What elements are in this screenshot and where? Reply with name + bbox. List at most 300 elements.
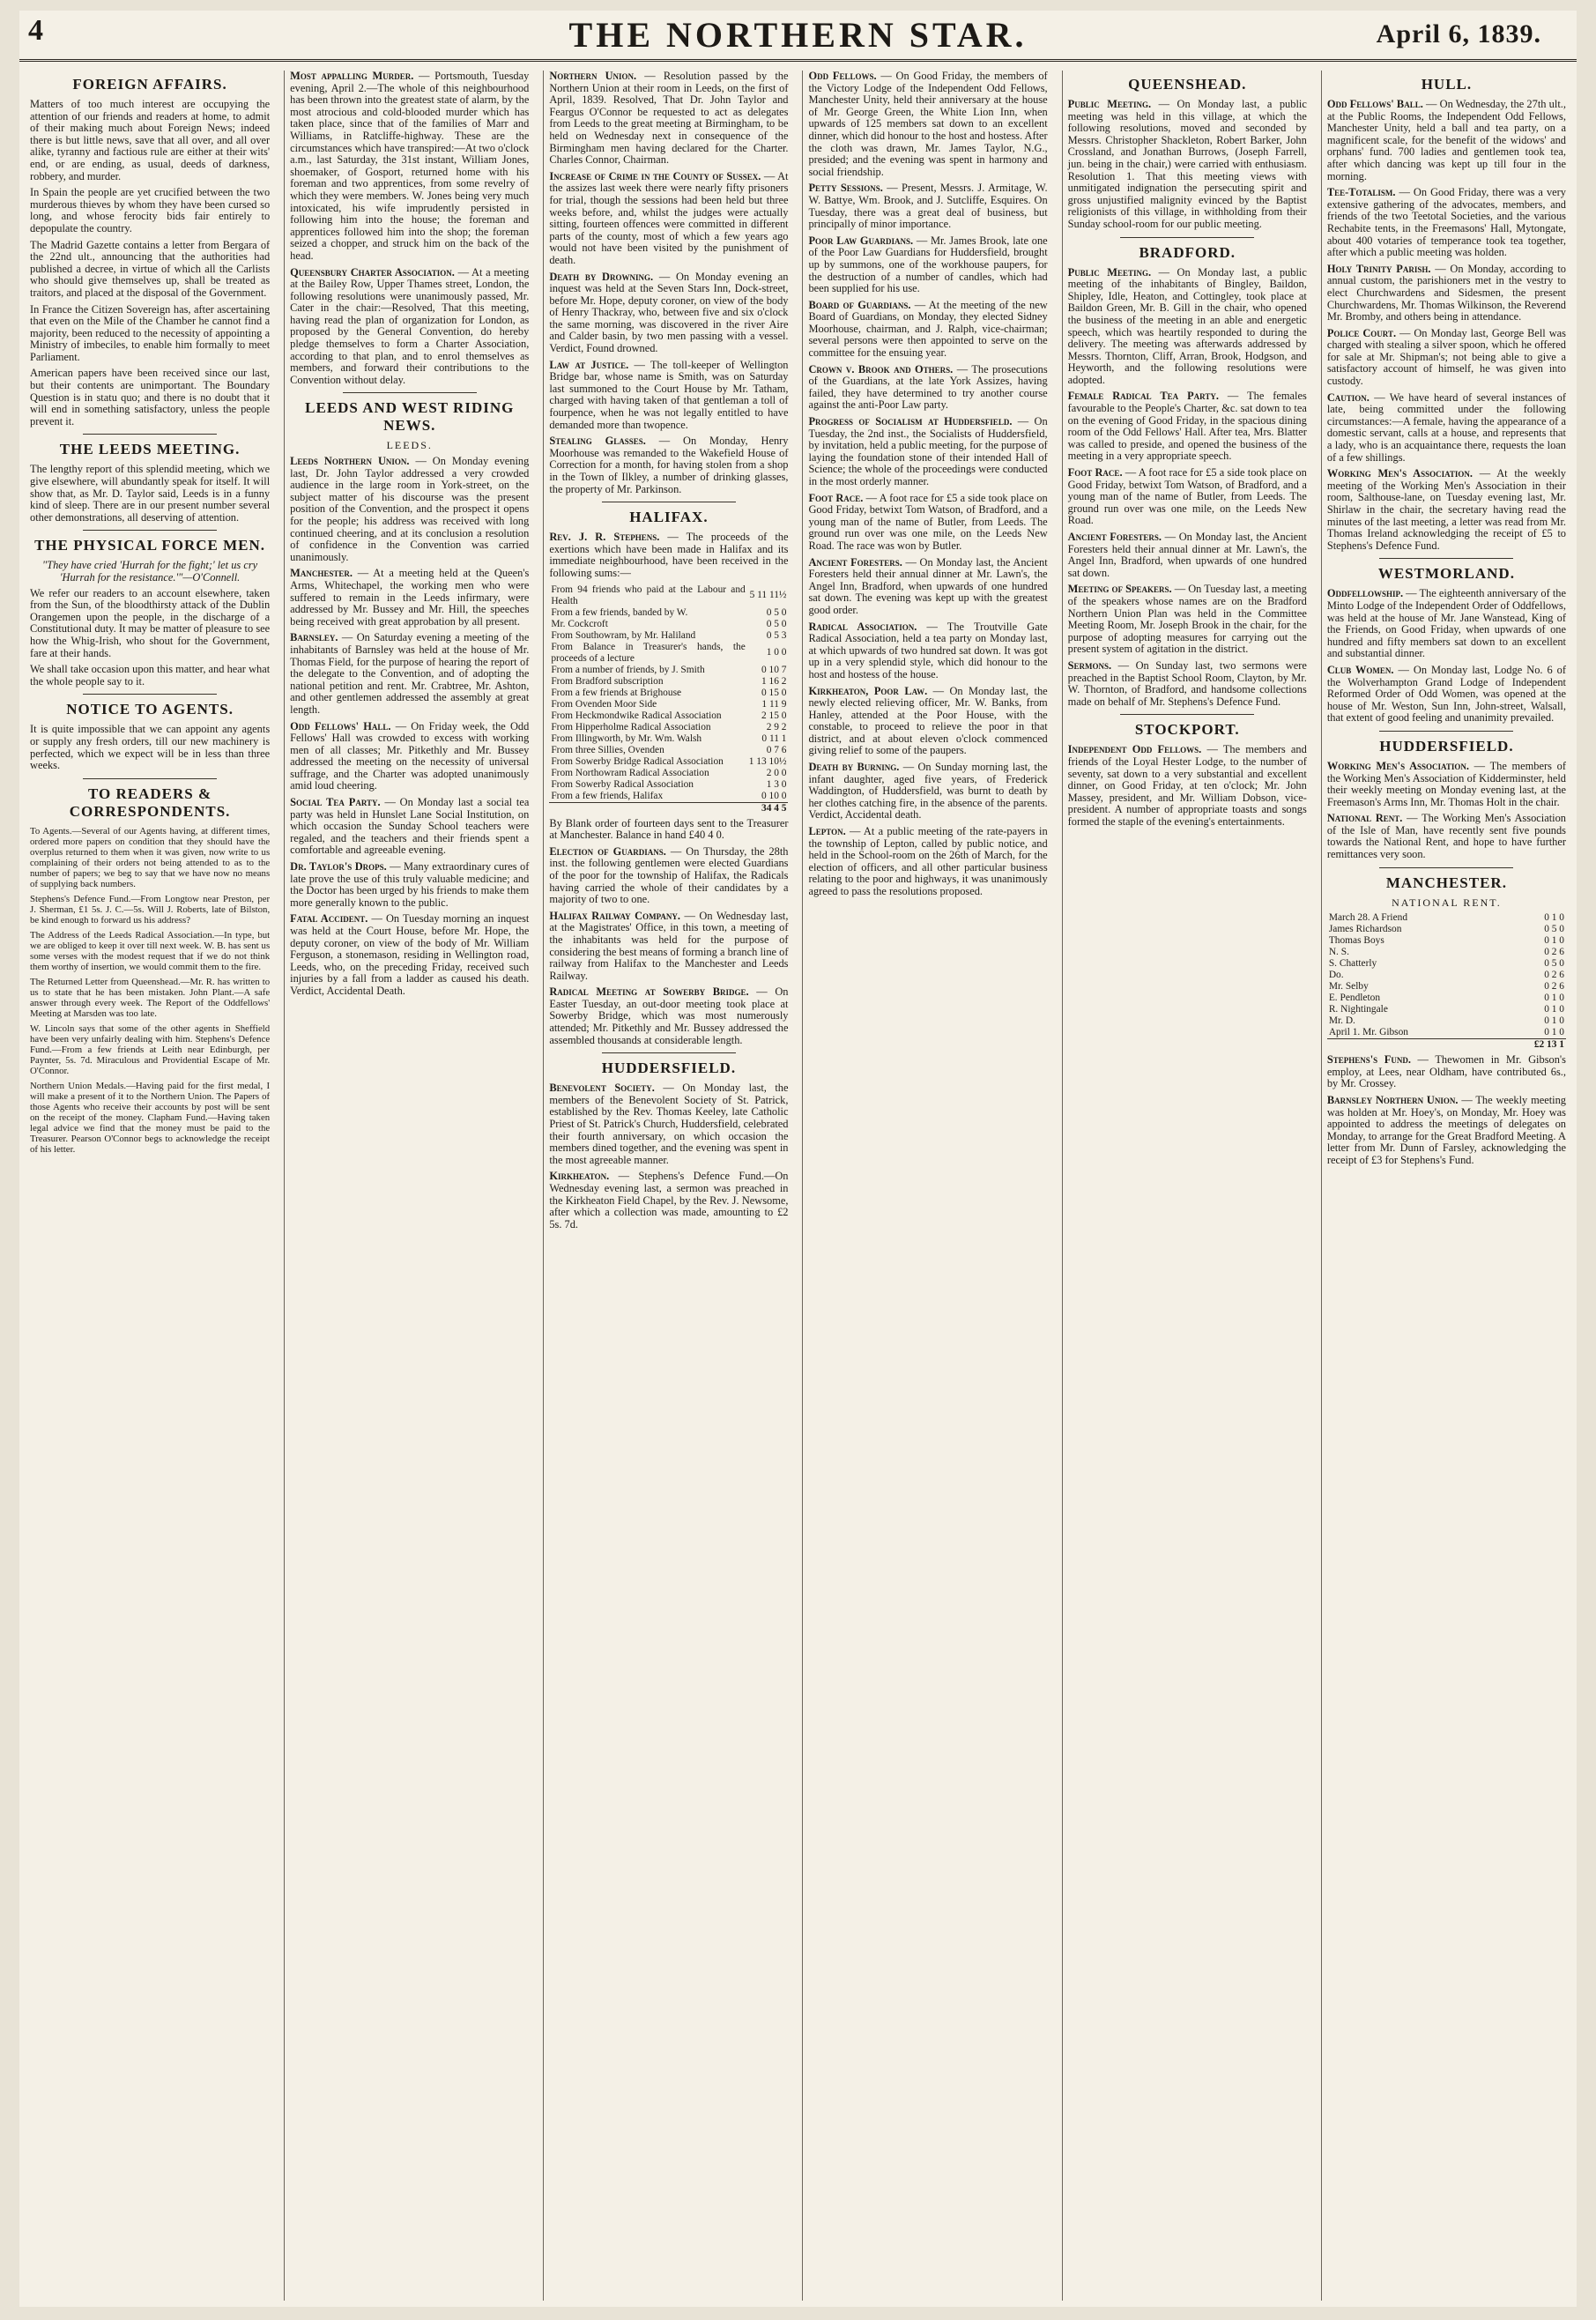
article-paragraph: Radical Association. — The Troutville Gate Radical Association, held a tea party on Monday last, at which upwards of two hundred sat down. It was got up in a very splendid style, which did honour to the host and hostess of the house. <box>808 620 1048 680</box>
article-text: At a meeting at the Bailey Row, Upper Thames street, London, the following resolutions were unanimously passed, Mr. Cater in the chair:—Resolved, That this meeting, having read the plan of organization for London, as proposed by the General Convention, do hereby pledge themselves to form a Charter Association, according to that plan, and to enrol themselves as members, and forward their contributions to the Convention without delay. <box>290 265 530 386</box>
subscription-amount: 0 11 1 <box>761 732 787 744</box>
article-lead: Death by Burning. <box>808 761 900 774</box>
article-paragraph: Ancient Foresters. — On Monday last, the Ancient Foresters held their annual dinner at Mr. Lawn's, the Angel Inn, Bradford, when upwards of one hundred sat down. <box>1067 531 1307 579</box>
column-1 <box>25 71 275 2301</box>
article-lead: Radical Meeting at Sowerby Bridge. <box>549 985 749 999</box>
article-text: Present, Messrs. J. Armitage, W. W. Battye, Wm. Brook, and J. Sutcliffe, Esquires. On Tuesday, there was a great deal of business, but principally of minor importance. <box>808 182 1048 231</box>
section-heading: THE PHYSICAL FORCE MEN. <box>34 537 266 554</box>
article-lead: Social Tea Party. <box>290 796 381 809</box>
article-paragraph: Oddfellowship. — The eighteenth anniversary of the Minto Lodge of the Independent Order of Oddfellows, was held at the house of Mr. Jane Wanstead, King of the Friends, on Good Friday, when upwards of one hundred and fifty members sat down to an excellent and substantial dinner. <box>1326 587 1566 660</box>
article-text: On Good Friday, the members of the Victory Lodge of the Independent Odd Fellows, Manchester Unity, held their anniversary at the house of Mr. George Green, the White Lion Inn, when upwards of 125 members sat down to an excellent dinner, which did honour to the host and hostess. After the cloth was drawn, Mr. James Taylor, N.G., presided; and the evening was spent in harmony and social friendship. <box>808 71 1048 178</box>
article-text: On Sunday morning last, the infant daughter, aged five years, of Frederick Waddington, of Huddersfield, was burnt to death by her clothes catching fire, in the absence of the parents. Verdict, Accidental death. <box>808 761 1048 822</box>
epigraph: "They have cried 'Hurrah for the fight;' let us cry 'Hurrah for the resistance.'"—O'Connell. <box>41 559 258 584</box>
article-text: By Blank order of fourteen days sent to the Treasurer at Manchester. Balance in hand £40 4 0. <box>549 816 789 842</box>
article-paragraph: Meeting of Speakers. — On Tuesday last, a meeting of the speakers whose names are on the Bradford Northern Union Plan was held in the Committee Meeting Room, Mr. Joseph Brook in the chair, for the purpose of adopting measures for carrying out the present system of agitation in the district. <box>1067 583 1307 656</box>
subscription-row <box>1327 1004 1566 1015</box>
article-text: On Monday, according to annual custom, the parishioners met in the vestry to elect Churchwardens and Sidesmen, the present Churchwardens, Mr. Thomas Wilkinson, the Reverend Mr. Bromby, and others being in attendance. <box>1326 262 1566 323</box>
article-text: On Monday, Henry Moorhouse was remanded to the Wakefield House of Correction for a month, for having stolen from a shop in the Town of Ilkley, a number of drinking glasses, the property of Mr. Parkinson. <box>549 435 789 495</box>
article-text: On Tuesday morning an inquest was held at the Court House, before Mr. Hope, the deputy coroner, on view of the body of Mr. William Ferguson, a stonemason, residing in Wellington road, Leeds, who, on the preceding Friday, received such injuries by a fall from a ladder as caused his death. Verdict, Accidental Death. <box>290 912 530 997</box>
article-paragraph: Odd Fellows' Hall. — On Friday week, the Odd Fellows' Hall was crowded to excess with working men of all classes; Mr. Pitkethly and Mr. Bussey addressed the meeting on the necessity of universal suffrage, and the Charter was adopted unanimously amid loud cheering. <box>290 719 530 792</box>
subscription-donor: From Northowram Radical Association <box>551 767 709 778</box>
subscription-amount: 2 15 0 <box>761 710 787 721</box>
article-lead: Halifax Railway Company. <box>549 909 680 922</box>
article-paragraph: Kirkheaton. — Stephens's Defence Fund.—On Wednesday evening last, a sermon was preached in the Kirkheaton Field Chapel, by the Rev. J. Newsome, after which a collection was made, amounting to £2 5s. 7d. <box>549 1170 789 1231</box>
subscription-row <box>549 642 788 665</box>
subscription-amount: 1 3 0 <box>766 778 787 790</box>
subscription-row <box>1327 970 1566 981</box>
article-paragraph: Police Court. — On Monday last, George Bell was charged with stealing a silver spoon, which he offered for sale at Mr. Shipman's; not being able to give a satisfactory account of himself, he was given into custody. <box>1326 326 1566 388</box>
article-lead: Board of Guardians. <box>808 298 911 311</box>
section-heading: MANCHESTER. <box>1385 874 1507 891</box>
subscription-row <box>1327 958 1566 970</box>
subscription-amount: 0 2 6 <box>1544 981 1564 993</box>
section-divider <box>602 1052 736 1053</box>
subscription-donor: James Richardson <box>1328 924 1402 935</box>
article-lead: Kirkheaton, Poor Law. <box>808 684 928 697</box>
article-text: On Sunday last, two sermons were preached in the Baptist School Room, Clayton, by Mr. W. Thornton, of Bradford, and handsome collections made on behalf of Mr. Stephens's Defence Fund. <box>1067 658 1307 708</box>
article-paragraph: Benevolent Society. — On Monday last, the members of the Benevolent Society of St. Patrick, established by the Rev. Thomas Keeley, late Catholic Priest of St. Patrick's Church, Huddersfield, celebrated their fourth anniversary, on which occasion the members dined together, and the evening was spent in the most agreeable manner. <box>549 1082 789 1166</box>
section-heading: LEEDS AND WEST RIDING NEWS. <box>305 399 515 435</box>
column-3 <box>543 71 793 2301</box>
section-divider <box>83 434 217 435</box>
section-heading: TO READERS & CORRESPONDENTS. <box>69 784 231 820</box>
subscription-donor: From Hipperholme Radical Association <box>551 721 711 732</box>
subscription-row <box>1327 924 1566 935</box>
section-divider <box>343 392 477 393</box>
subscription-amount: 5 11 11½ <box>749 590 787 601</box>
article-text: The females favourable to the People's Charter, &c. sat down to tea on the evening of Good Friday, in the spacious dining room of the Odd Fellows' Hall. After tea, Mrs. Blatter was called to preside, and opened the business of the meeting in a very appropriate speech. <box>1067 390 1307 463</box>
article-text: On Monday last, a public meeting of the inhabitants of Bingley, Baildon, Shipley, Idle, Heaton, and Cottingley, took place at Baildon Green, Mr. B. Gill in the chair, who opened the business of the meeting in an able and energetic speech, which was heartily responded to during the delivery. The meeting was afterwards addressed by Messrs. Thornton, Cliff, Arran, Brook, Hodgson, and Heyworth, and the following resolutions were adopted. <box>1067 265 1307 386</box>
subscription-amount: 1 16 2 <box>761 675 787 687</box>
article-lead: Death by Drowning. <box>549 270 654 283</box>
article-paragraph <box>30 368 270 428</box>
article-text: The lengthy report of this splendid meeting, which we give elsewhere, will abundantly speak for itself. It will show that, as Mr. D. Taylor said, Leeds is in a funny kind of sleep. There are in our present number several other demonstrations, all deserving of attention. <box>30 463 271 524</box>
article-paragraph: Foot Race. — A foot race for £5 a side took place on Good Friday, betwixt Tom Watson, of Bradford, and a young man of the name of Butler, from Leeds. The ground run over was one mile, on the Leeds New Road. <box>1067 466 1307 527</box>
subscription-amount: 0 2 6 <box>1544 947 1564 958</box>
subscription-amount: 1 13 10½ <box>748 755 787 767</box>
article-paragraph <box>30 240 270 300</box>
article-paragraph: Foot Race. — A foot race for £5 a side took place on Good Friday, betwixt Tom Watson, of Bradford, and a young man of the name of Butler, from Leeds. The ground run over was one mile, on the Leeds New Road. The race was won by Butler. <box>808 491 1048 552</box>
subscription-donor: S. Chatterly <box>1328 958 1377 970</box>
article-lead: Progress of Socialism at Huddersfield. <box>808 415 1013 428</box>
section-heading: HALIFAX. <box>629 509 709 526</box>
article-text: The members and friends of the Loyal Hester Lodge, to the number of seventy, sat down to a very substantial and excellent dinner, on Good Friday, at ten o'clock; Mr. John Massey, president, and Mr. William Dobson, vice-president. A number of appropriate toasts and songs formed the staple of the evening's entertainments. <box>1067 743 1307 828</box>
article-paragraph: Fatal Accident. — On Tuesday morning an inquest was held at the Court House, before Mr. Hope, the deputy coroner, on view of the body of Mr. William Ferguson, a stonemason, residing in Wellington road, Leeds, who, on the preceding Friday, received such injuries by a fall from a ladder as caused his death. Verdict, Accidental Death. <box>290 912 530 997</box>
issue-date: April 6, 1839. <box>1376 19 1541 48</box>
correspondent-note: The Returned Letter from Queenshead.—Mr. R. has written to us to state that he has been mistaken. John Plant.—A safe answer through every week. The Report of the Oddfellows' Meeting at Marsden was too late. <box>30 976 271 1019</box>
article-text: We shall take occasion upon this matter, and hear what the whole people say to it. <box>30 663 271 688</box>
subscription-row <box>1327 947 1566 958</box>
article-text: At a public meeting of the rate-payers in the township of Lepton, called by public notice, and held in the School-room on the 26th of March, for the election of officers, and all other particular business relating to the poor and highways, it was unanimously agreed to pass the resolutions proposed. <box>808 825 1048 897</box>
subscription-donor: N. S. <box>1328 947 1349 958</box>
article-paragraph: Petty Sessions. — Present, Messrs. J. Armitage, W. W. Battye, Wm. Brook, and J. Sutcliffe, Esquires. On Tuesday, there was a great deal of business, but principally of minor importance. <box>808 182 1048 231</box>
article-text: Matters of too much interest are occupying the attention of our friends and readers at home, to admit of their making much about Foreign News; indeed there is but little news, save that all over, and all over alike, tyranny and factious rule are either at their wits' end, or are ending, as usual, deeds of darkness, robbery, and murder. <box>30 98 271 182</box>
article-paragraph: Progress of Socialism at Huddersfield. — On Tuesday, the 2nd inst., the Socialists of Huddersfield, by invitation, held a public meeting, for the purpose of laying the foundation stone of their intended Hall of Science; the whole of the proceedings were conducted in the most orderly manner. <box>808 415 1048 487</box>
page-number: 4 <box>28 14 43 47</box>
article-text: At a meeting held at the Queen's Arms, Whitechapel, the working men who were suffered to remain in the Leeds infirmary, were addressed by Mr. Bussey and Mr. Hill, the speeches being received with great approbation by all present. <box>290 567 530 628</box>
subscription-amount: 0 1 0 <box>1544 912 1564 924</box>
article-text: On Monday last, a public meeting was held in this village, at which the following resolutions, moved and seconded by Messrs. Christopher Shackleton, Robert Barker, John Crossland, and Jonathan Burrows, (Joseph Farrell, jun. being in the chair,) were carried with enthusiasm. Resolution 1. That this meeting views with unmitigated indignation the persecuting spirit and gross unjustified malignity evinced by the Baptist religionists of this village, in withholding from their Sunday school-room for our public meeting. <box>1067 98 1307 230</box>
article-text: The toll-keeper of Wellington Bridge bar, whose name is Smith, was on Saturday last summoned to the Court House by Mr. Tatham, charged with having taken of that gentleman a toll of fourpence, when he was not legally entitled to have demanded more than twopence. <box>549 358 789 431</box>
article-lead: National Rent. <box>1326 812 1403 825</box>
subscription-row <box>549 733 788 745</box>
columns <box>25 71 1571 2301</box>
article-lead: Tee-Totalism. <box>1326 186 1396 199</box>
subscription-donor: March 28. A Friend <box>1328 912 1408 924</box>
article-paragraph: Stealing Glasses. — On Monday, Henry Moorhouse was remanded to the Wakefield House of Correction for a month, for having stolen from a shop in the Town of Ilkley, a number of drinking glasses, the property of Mr. Parkinson. <box>549 435 789 495</box>
subscription-amount: 1 11 9 <box>761 698 787 710</box>
subscription-donor: From Southowram, by Mr. Haliland <box>551 629 696 641</box>
article-lead: Independent Odd Fellows. <box>1067 743 1202 756</box>
section-divider <box>83 694 217 695</box>
section-subheading: NATIONAL RENT. <box>1392 896 1502 909</box>
subscription-amount: 0 1 0 <box>1544 993 1564 1004</box>
subscription-donor: From 94 friends who paid at the Labour and Health <box>551 584 746 606</box>
article-paragraph: Election of Guardians. — On Thursday, the 28th inst. the following gentlemen were elected Guardians of the poor for the township of Halifax, the Radicals having carried the whole of their candidates by a majority of two to one. <box>549 844 789 906</box>
subscription-donor: From Sowerby Radical Association <box>551 778 694 790</box>
column-4 <box>802 71 1052 2301</box>
section-heading: BRADFORD. <box>1139 243 1236 261</box>
section-heading: QUEENSHEAD. <box>1128 76 1247 93</box>
subscription-row <box>549 710 788 722</box>
correspondent-note: Stephens's Defence Fund.—From Longtow near Preston, per J. Sherman, £1 5s. J. C.—5s. Will J. Roberts, late of Bilston, be kind enough to forward us his address? <box>30 893 271 926</box>
subscription-row <box>549 768 788 779</box>
article-lead: Foot Race. <box>1067 466 1123 480</box>
subscription-donor: From a few friends, Halifax <box>551 790 664 801</box>
article-lead: Odd Fellows' Hall. <box>290 719 391 732</box>
article-lead: Public Meeting. <box>1067 98 1152 110</box>
column-5 <box>1062 71 1312 2301</box>
article-text: At the weekly meeting of the Working Men's Association in their room, Salthouse-lane, on Tuesday evening last, Mr. Shirlaw in the chair, the secretary having read the minutes of the last meeting, a letter was read from Mr. Thomas Ireland acknowledging the receipt of £5 to Stephens's Defence Fund. <box>1326 467 1566 552</box>
article-lead: Stephens's Fund. <box>1326 1053 1411 1067</box>
subscription-row <box>549 584 788 607</box>
article-lead: Ancient Foresters. <box>808 555 902 569</box>
article-text: Many extraordinary cures of late prove the use of this truly valuable medicine; and the Doctor has been urged by his friends to make them more generally known to the public. <box>290 860 530 909</box>
article-text: On Wednesday, the 27th ult., at the Public Rooms, the Independent Odd Fellows, Manchester Unity, held a ball and tea party, on a magnificent scale, for the benefit of the widows' and orphans' fund. 700 ladies and gentlemen took tea, after which dancing was kept up till four in the morning. <box>1326 98 1566 182</box>
article-paragraph: Northern Union. — Resolution passed by the Northern Union at their room in Leeds, on the first of April, 1839. Resolved, That Dr. John Taylor and Feargus O'Connor be requested to act as delegates from Leeds to the great meeting at Birmingham, to be held on Wednesday next in consequence of the Birmingham men having declared for the Charter. Charles Connor, Chairman. <box>549 71 789 167</box>
subscription-donor: Do. <box>1328 970 1344 981</box>
section-heading: HUDDERSFIELD. <box>601 1060 737 1077</box>
article-text: On Monday last, the Ancient Foresters held their annual dinner at Mr. Lawn's, the Angel Inn, Bradford, when upwards of one hundred sat down. The evening was kept up with the greatest good order. <box>808 555 1048 616</box>
subscription-total: 34 4 5 <box>747 802 789 814</box>
article-paragraph: Board of Guardians. — At the meeting of the new Board of Guardians, on Monday, they elected Sidney Moorhouse, chairman, and J. Ralph, vice-chairman; several persons were then appointed to serve on the committee for the ensuing year. <box>808 298 1048 360</box>
article-lead: Public Meeting. <box>1067 265 1152 279</box>
article-paragraph: Death by Drowning. — On Monday evening an inquest was held at the Seven Stars Inn, Dock-street, before Mr. Hope, deputy coroner, on view of the body of Henry Thackray, who, between five and six o'clock the same morning, was discovered in the river Aire and Calder basin, by two men passing with a vessel. Verdict, Found drowned. <box>549 270 789 355</box>
article-text: We refer our readers to an account elsewhere, taken from the Sun, of the bloodthirsty attack of the Dublin Orangemen upon the people, in the discharge of a Constitutional duty. It may be matter of pleasure to see how the Whig-Irish, who shout for the Government, fare at their hands. <box>30 586 271 659</box>
article-lead: Dr. Taylor's Drops. <box>290 860 387 874</box>
article-text: Resolution passed by the Northern Union at their room in Leeds, on the first of April, 1839. Resolved, That Dr. John Taylor and Feargus O'Connor be requested to act as delegates from Leeds to the great meeting at Birmingham, to be held on Wednesday next in consequence of the Birmingham men having declared for the Charter. Charles Connor, Chairman. <box>549 71 789 167</box>
subscription-donor: E. Pendleton <box>1328 993 1381 1004</box>
subscription-amount: 0 2 6 <box>1544 970 1564 981</box>
subscription-donor: From a few friends, banded by W. <box>551 606 688 618</box>
section-divider <box>1120 714 1254 715</box>
article-lead: Odd Fellows. <box>808 71 877 82</box>
article-paragraph <box>30 304 270 364</box>
article-text: In France the Citizen Sovereign has, after ascertaining that even on the Mile of the Chamber he cannot find a majority, been reduced to the necessity of appointing a Ministry of imbeciles, to enable him formally to meet Parliament. <box>30 302 271 363</box>
subscription-total: £2 13 1 <box>1533 1039 1564 1051</box>
subscription-donor: From Heckmondwike Radical Association <box>551 710 722 721</box>
article-lead: Law at Justice. <box>549 358 629 371</box>
article-text: On Monday evening an inquest was held at the Seven Stars Inn, Dock-street, before Mr. Hope, deputy coroner, on view of the body of Henry Thackray, who, between five and six o'clock the same morning, was discovered in the river Aire and Calder basin, by two men passing with a vessel. Verdict, Found drowned. <box>549 270 789 355</box>
article-lead: Holy Trinity Parish. <box>1326 262 1431 275</box>
subscription-amount: 0 5 0 <box>1544 958 1564 970</box>
section-heading: WESTMORLAND. <box>1377 565 1515 583</box>
subscription-donor: R. Nightingale <box>1328 1004 1388 1015</box>
subscription-donor: Mr. D. <box>1328 1015 1355 1027</box>
article-lead: Rev. J. R. Stephens. <box>549 531 660 544</box>
article-paragraph <box>30 187 270 234</box>
article-paragraph: Poor Law Guardians. — Mr. James Brook, late one of the Poor Law Guardians for Huddersfield, brought up by summons, one of the workhouse paupers, for the destruction of a number of candles, which had been supplied for his use. <box>808 234 1048 295</box>
section-heading: STOCKPORT. <box>1134 721 1240 739</box>
article-lead: Working Men's Association. <box>1326 467 1474 480</box>
article-text: Thewomen in Mr. Gibson's employ, at Lees, near Oldham, have contributed 6s., by Mr. Crossey. <box>1326 1053 1566 1090</box>
article-paragraph: Increase of Crime in the County of Sussex. — At the assizes last week there were nearly fifty prisoners for trial, though the sessions had been held but three weeks before, and, whilst the judges were actually sitting, fourteen offences were committed in different parts of the county, most of which a few years ago would not have been visited by the punishment of death. <box>549 169 789 266</box>
article-paragraph: National Rent. — The Working Men's Association of the Isle of Man, have recently sent five pounds towards the National Rent, and hope to have further remittances very soon. <box>1326 812 1566 861</box>
article-text: The Working Men's Association of the Isle of Man, have recently sent five pounds towards the National Rent, and hope to have further remittances very soon. <box>1326 812 1566 861</box>
article-text: The members of the Working Men's Association of Kidderminster, held their weekly meeting on Monday evening last, at the Freemason's Arms Inn, Mr. Thomas Holt in the chair. <box>1326 759 1566 808</box>
article-text: At the meeting of the new Board of Guardians, on Monday, they elected Sidney Moorhouse, chairman, and J. Ralph, vice-chairman; several persons were then appointed to serve on the committee for the ensuing year. <box>808 298 1048 360</box>
article-paragraph: Radical Meeting at Sowerby Bridge. — On Easter Tuesday, an out-door meeting took place at Sowerby Bridge, which was most numerously attended; Mr. Pitkethly and Mr. Bussey addressed the assembled thousands at considerable length. <box>549 985 789 1046</box>
subscription-amount: 0 5 3 <box>766 629 787 641</box>
subscription-row <box>1327 1027 1566 1039</box>
article-text: On Tuesday last, a meeting of the speakers whose names are on the Bradford Northern Union Plan was held in the Committee Meeting Room, Mr. Joseph Brook in the chair, for the purpose of adopting measures for carrying out the present system of agitation in the district. <box>1067 583 1307 656</box>
article-paragraph: Law at Justice. — The toll-keeper of Wellington Bridge bar, whose name is Smith, was on Saturday last summoned to the Court House by Mr. Tatham, charged with having taken of that gentleman a toll of fourpence, when he was not legally entitled to have demanded more than twopence. <box>549 358 789 431</box>
article-lead: Most appalling Murder. <box>290 71 414 82</box>
article-lead: Manchester. <box>290 567 353 580</box>
article-lead: Petty Sessions. <box>808 182 883 195</box>
subscription-row <box>549 607 788 619</box>
subscription-amount: 2 9 2 <box>766 721 787 732</box>
subscription-donor: Mr. Cockcroft <box>551 618 608 629</box>
subscription-row <box>549 676 788 688</box>
article-lead: Queensbury Charter Association. <box>290 265 455 279</box>
subscription-list <box>1327 912 1566 1051</box>
article-paragraph: Kirkheaton, Poor Law. — On Monday last, the newly elected relieving officer, Mr. W. Banks, from Hanley, attended at the Poor House, with the constable, to proceed to relieve the poor in that district, and at about eleven o'clock commenced giving relief to some of the paupers. <box>808 684 1048 757</box>
article-paragraph <box>30 588 270 660</box>
article-lead: Lepton. <box>808 825 846 838</box>
subscription-amount: 0 5 0 <box>1544 924 1564 935</box>
article-lead: Barnsley Northern Union. <box>1326 1094 1459 1107</box>
article-paragraph: Holy Trinity Parish. — On Monday, according to annual custom, the parishioners met in the vestry to elect Churchwardens and Sidesmen, the present Churchwardens, Mr. Thomas Wilkinson, the Reverend Mr. Bromby, and others being in attendance. <box>1326 262 1566 323</box>
article-lead: Benevolent Society. <box>549 1082 655 1095</box>
subscription-donor: From three Sillies, Ovenden <box>551 744 664 755</box>
article-text: On Tuesday, the 2nd inst., the Socialists of Huddersfield, by invitation, held a public meeting, for the purpose of laying the foundation stone of their intended Hall of Science; the whole of the proceedings were conducted in the most orderly manner. <box>808 415 1048 487</box>
subscription-donor: From a few friends at Brighouse <box>551 687 682 698</box>
article-text: On Saturday evening a meeting of the inhabitants of Barnsley was held at the house of Mr. Thomas Field, for the purpose of hearing the report of the delegate to the Convention, and of adopting the national petition and rent. Mr. Crabtree, Mr. Ashton, and other gentlemen addressed the assembly at great length. <box>290 631 530 716</box>
article-paragraph: Tee-Totalism. — On Good Friday, there was a very extensive gathering of the advocates, members, and friends of the two Teetotal Societies, and the various Rechabite tents, in the Freemasons' Hall, Mytongate, about 400 votaries of temperance took tea together, after which a public meeting was holden. <box>1326 186 1566 259</box>
correspondent-note: W. Lincoln says that some of the other agents in Sheffield have been very unfairly dealing with him. Stephens's Defence Fund.—From a few friends at Leith near Edinburgh, per Paynter, 5s. 7d. Miraculous and Providential Escape of Mr. O'Connor. <box>30 1022 271 1076</box>
article-text: Portsmouth, Tuesday evening, April 2.—The whole of this neighbourhood has been thrown into the greatest state of alarm, by the most atrocious and cold-blooded murder which has taken place, since that of the families of Marr and Williams, in Ratcliffe-highway. These are the circumstances which have transpired:—At two o'clock a.m., last Saturday, the 31st instant, William Jones, shoemaker, of Gosport, returned home with his foreman and two apprentices, from some revelry of which they were members. W. Jones being very much intoxicated, his wife imprudently persisted in following him into the house; the foreman and apprentices followed him into the shop; the foreman seized a chopper, and struck him on the back of the head. <box>290 71 530 262</box>
subscription-row <box>549 630 788 642</box>
article-lead: Fatal Accident. <box>290 912 368 926</box>
subscription-donor: From Balance in Treasurer's hands, the proceeds of a lecture <box>551 641 746 664</box>
subscription-donor: From Illingworth, by Mr. Wm. Walsh <box>551 732 702 744</box>
article-paragraph: Independent Odd Fellows. — The members and friends of the Loyal Hester Lodge, to the number of seventy, sat down to a very substantial and excellent dinner, on Good Friday, at ten o'clock; Mr. John Massey, president, and Mr. William Dobson, vice-president. A number of appropriate toasts and songs formed the staple of the evening's entertainments. <box>1067 743 1307 828</box>
article-lead: Barnsley. <box>290 631 338 644</box>
subscription-total-row <box>549 802 788 814</box>
article-paragraph <box>30 664 270 688</box>
article-text: The eighteenth anniversary of the Minto Lodge of the Independent Order of Oddfellows, was held at the house of Mr. Jane Wanstead, King of the Friends, on Good Friday, when upwards of one hundred and fifty members sat down to an excellent and substantial dinner. <box>1326 587 1566 660</box>
subscription-row <box>1327 912 1566 924</box>
subscription-amount: 0 5 0 <box>766 606 787 618</box>
subscription-row <box>1327 993 1566 1004</box>
subscription-donor: From Ovenden Moor Side <box>551 698 657 710</box>
article-lead: Police Court. <box>1326 326 1397 339</box>
article-paragraph: Social Tea Party. — On Monday last a social tea party was held in Hunslet Lane Social Institution, on which occasion the Sunday School teachers were regaled, and the teachers and their friends spent a comfortable and agreeable evening. <box>290 796 530 857</box>
correspondent-note: To Agents.—Several of our Agents having, at different times, ordered more papers on condition that they should have the overplus returned to them when it was given, now write to us complaining of their orders not being attended to as to the number of papers; we beg to say that we have now no means of supplying back numbers. <box>30 825 271 889</box>
column-2 <box>284 71 534 2301</box>
column-6 <box>1321 71 1571 2301</box>
article-text: On Wednesday last, at the Magistrates' Office, in this town, a meeting of the inhabitants was held for the purpose of considering the best means of forming a branch line of railway from Halifax to the Manchester and Leeds Railway. <box>549 909 789 982</box>
article-paragraph: Halifax Railway Company. — On Wednesday last, at the Magistrates' Office, in this town, a meeting of the inhabitants was held for the purpose of considering the best means of forming a branch line of railway from Halifax to the Manchester and Leeds Railway. <box>549 909 789 982</box>
article-lead: Foot Race. <box>808 491 864 504</box>
subscription-list <box>549 584 788 814</box>
article-paragraph: Manchester. — At a meeting held at the Queen's Arms, Whitechapel, the working men who were suffered to remain in the Leeds infirmary, were addressed by Mr. Bussey and Mr. Hill, the speeches being received with great approbation by all present. <box>290 567 530 628</box>
subscription-row <box>549 665 788 676</box>
subscription-row <box>549 745 788 756</box>
subscription-donor: From a number of friends, by J. Smith <box>551 664 705 675</box>
article-text: On Monday last, Lodge No. 6 of the Wolverhampton Grand Lodge of Independent Reformed Order of Odd Women, was opened at the house of Mr. Weston, Sun Inn, John-street, Walsall, that extent of good feeling and unanimity prevailed. <box>1326 663 1566 725</box>
section-heading: FOREIGN AFFAIRS. <box>72 76 227 93</box>
article-lead: Election of Guardians. <box>549 844 666 858</box>
article-lead: Radical Association. <box>808 620 917 633</box>
article-paragraph <box>549 818 788 842</box>
correspondent-note: Northern Union Medals.—Having paid for the first medal, I will make a present of it to the Northern Union. The Papers of those Agents who receive their accounts by post will be sent on the receipt of the money. Clapham Fund.—Having taken legal advice we find that the money must be paid to the Treasurer. Pearson O'Connor begs to acknowledge the receipt of his letter. <box>30 1080 271 1155</box>
subscription-amount: 0 1 0 <box>1544 1004 1564 1015</box>
article-paragraph: Lepton. — At a public meeting of the rate-payers in the township of Lepton, called by public notice, and held in the School-room on the 26th of March, for the election of officers, and all other particular business relating to the poor and highways, it was unanimously agreed to pass the resolutions proposed. <box>808 825 1048 897</box>
article-lead: Club Women. <box>1326 663 1394 676</box>
article-text: It is quite impossible that we can appoint any agents or supply any fresh orders, till our new machinery is perfected, which we expect will be in less than three weeks. <box>30 723 271 772</box>
article-paragraph: Stephens's Fund. — Thewomen in Mr. Gibson's employ, at Lees, near Oldham, have contributed 6s., by Mr. Crossey. <box>1326 1053 1566 1090</box>
subscription-row <box>549 722 788 733</box>
subscription-donor: Thomas Boys <box>1328 935 1384 947</box>
subscription-amount: 0 10 7 <box>761 664 787 675</box>
article-text: On Monday last, the Ancient Foresters held their annual dinner at Mr. Lawn's, the Angel Inn, Bradford, when upwards of one hundred sat down. <box>1067 531 1307 579</box>
article-lead: Ancient Foresters. <box>1067 531 1162 543</box>
article-paragraph: Rev. J. R. Stephens. — The proceeds of the exertions which have been made in Halifax and its immediate neighbourhood, have been received in the following sums:— <box>549 531 789 579</box>
article-lead: Working Men's Association. <box>1326 759 1469 772</box>
section-divider <box>83 778 217 779</box>
article-paragraph: Leeds Northern Union. — On Monday evening last, Dr. John Taylor addressed a very crowded audience in the large room in York-street, on the subject matter of his discourse was the present position of the Convention, and the prospect it opens for the people; his address was received with long continued cheering, and at its conclusion a resolution of confidence in the Convention was carried unanimously. <box>290 455 530 563</box>
article-paragraph: Queensbury Charter Association. — At a meeting at the Bailey Row, Upper Thames street, London, the following resolutions were unanimously passed, Mr. Cater in the chair:—Resolved, That this meeting, having read the plan of organization for London, as proposed by the General Convention, do hereby pledge themselves to form a Charter Association, according to that plan, and to enrol themselves as members, and forward their contributions to the Convention without delay. <box>290 265 530 386</box>
article-text: At the assizes last week there were nearly fifty prisoners for trial, though the sessions had been held but three weeks before, and, whilst the judges were actually sitting, fourteen offences were committed in different parts of the county, most of which a few years ago would not have been visited by the punishment of death. <box>549 169 789 266</box>
article-text: On Monday evening last, Dr. John Taylor addressed a very crowded audience in the large room in York-street, on the subject matter of his discourse was the present position of the Convention, and the prospect it opens for the people; his address was received with long continued cheering, and at its conclusion a resolution of confidence in the Convention was carried unanimously. <box>290 455 530 563</box>
section-heading: NOTICE TO AGENTS. <box>66 701 234 718</box>
article-lead: Northern Union. <box>549 71 637 82</box>
subscription-row <box>549 791 788 803</box>
article-paragraph <box>30 724 270 771</box>
subscription-amount: 0 1 0 <box>1544 1015 1564 1027</box>
article-paragraph: Odd Fellows. — On Good Friday, the members of the Victory Lodge of the Independent Odd Fellows, Manchester Unity, held their anniversary at the house of Mr. George Green, the White Lion Inn, when upwards of 125 members sat down to an excellent dinner, which did honour to the host and hostess. After the cloth was drawn, Mr. James Taylor, N.G., presided; and the evening was spent in harmony and social friendship. <box>808 71 1048 178</box>
article-lead: Odd Fellows' Ball. <box>1326 98 1423 110</box>
section-heading: HUDDERSFIELD. <box>1379 737 1514 755</box>
article-lead: Leeds Northern Union. <box>290 455 410 468</box>
article-lead: Stealing Glasses. <box>549 435 646 448</box>
article-paragraph: Public Meeting. — On Monday last, a public meeting was held in this village, at which the following resolutions, moved and seconded by Messrs. Christopher Shackleton, Robert Barker, John Crossland, and Jonathan Burrows, (Joseph Farrell, jun. being in the chair,) were carried with enthusiasm. Resolution 1. That this meeting views with unmitigated indignation the persecuting spirit and gross unjustified malignity evinced by the Baptist religionists of this village, in withholding from their Sunday school-room for our public meeting. <box>1067 98 1307 230</box>
article-text: The weekly meeting was holden at Mr. Hoey's, on Monday, Mr. Hoey was appointed to address the meetings of delegates on Monday, to arrange for the Great Bradford Meeting. A letter from Mr. Dunn of Farsley, acknowledging the receipt of £3 for Stephens's Fund. <box>1326 1094 1566 1166</box>
article-lead: Crown v. Brook and Others. <box>808 362 954 376</box>
article-lead: Caution. <box>1326 390 1370 404</box>
article-paragraph: Dr. Taylor's Drops. — Many extraordinary cures of late prove the use of this truly valuable medicine; and the Doctor has been urged by his friends to make them more generally known to the public. <box>290 860 530 909</box>
newspaper-page <box>19 11 1577 2307</box>
article-paragraph: Caution. — We have heard of several instances of late, being committed under the following circumstances:—A female, having the appearance of a domestic servant, calls at a house, and represents that a lady, who is an acquaintance there, requests the loan of a few shillings. <box>1326 390 1566 464</box>
article-text: On Monday last, the members of the Benevolent Society of St. Patrick, established by the Rev. Thomas Keeley, late Catholic Priest of St. Patrick's Church, Huddersfield, celebrated their fourth anniversary, on which occasion the members dined together, and the evening was spent in the most agreeable manner. <box>549 1082 789 1166</box>
article-paragraph: Barnsley. — On Saturday evening a meeting of the inhabitants of Barnsley was held at the house of Mr. Thomas Field, for the purpose of hearing the report of the delegate to the Convention, and of adopting the national petition and rent. Mr. Crabtree, Mr. Ashton, and other gentlemen addressed the assembly at great length. <box>290 631 530 716</box>
subscription-row <box>549 756 788 768</box>
section-divider <box>1120 237 1254 238</box>
subscription-row <box>549 619 788 630</box>
subscription-amount: 0 10 0 <box>761 790 787 801</box>
subscription-total-row <box>1327 1039 1566 1052</box>
article-paragraph: Ancient Foresters. — On Monday last, the Ancient Foresters held their annual dinner at Mr. Lawn's, the Angel Inn, Bradford, when upwards of one hundred sat down. The evening was kept up with the greatest good order. <box>808 555 1048 616</box>
correspondent-note: The Address of the Leeds Radical Association.—In type, but we are obliged to keep it over till next week. W. B. has sent us some verses with the modest request that if we do not think them worthy of insertion, we would commit them to the fire. <box>30 929 271 972</box>
subscription-amount: 2 0 0 <box>766 767 787 778</box>
article-paragraph: Working Men's Association. — The members of the Working Men's Association of Kidderminster, held their weekly meeting on Monday evening last, at the Freemason's Arms Inn, Mr. Thomas Holt in the chair. <box>1326 759 1566 808</box>
article-text: On Monday last, the newly elected relieving officer, Mr. W. Banks, from Hanley, attended at the Poor House, with the constable, to proceed to relieve the poor in that district, and at about eleven o'clock commenced giving relief to some of the paupers. <box>808 684 1048 757</box>
article-text: On Easter Tuesday, an out-door meeting took place at Sowerby Bridge, which was most numerously attended; Mr. Pitkethly and Mr. Bussey addressed the assembled thousands at considerable length. <box>549 985 789 1046</box>
article-text: On Thursday, the 28th inst. the following gentlemen were elected Guardians of the poor for the township of Halifax, the Radicals having carried the whole of their candidates by a majority of two to one. <box>549 844 789 906</box>
article-paragraph: Public Meeting. — On Monday last, a public meeting of the inhabitants of Bingley, Baildon, Shipley, Idle, Heaton, and Cottingley, took place at Baildon Green, Mr. B. Gill in the chair, who opened the business of the meeting in an able and energetic speech, which was heartily responded to during the delivery. The meeting was afterwards addressed by Messrs. Thornton, Cliff, Arran, Brook, Hodgson, and Heyworth, and the following resolutions were adopted. <box>1067 265 1307 386</box>
article-text: Stephens's Defence Fund.—On Wednesday evening last, a sermon was preached in the Kirkheaton Field Chapel, by the Rev. J. Newsome, after which a collection was made, amounting to £2 5s. 7d. <box>549 1170 789 1231</box>
article-text: The Madrid Gazette contains a letter from Bergara of the 22nd ult., announcing that the authorities had published a decree, in virtue of which all the Carlists who should give themselves up, shall be treated as traitors, and placed at the disposal of the Government. <box>30 238 271 299</box>
subscription-amount: 0 7 6 <box>766 744 787 755</box>
subscription-row <box>549 699 788 710</box>
article-lead: Sermons. <box>1067 658 1112 672</box>
article-paragraph: Crown v. Brook and Others. — The prosecutions of the Guardians, at the late York Assizes, having failed, they have determined to try another course against the anti-Poor Law party. <box>808 362 1048 412</box>
article-text: American papers have been received since our last, but their contents are unimportant. The Boundary Question is in statu quo; and there is no doubt that it will end in something satisfactory, unless the people prevent it. <box>30 367 271 428</box>
article-text: The prosecutions of the Guardians, at the late York Assizes, having failed, they have determined to try another course against the anti-Poor Law party. <box>808 362 1048 412</box>
subscription-amount: 0 5 0 <box>766 618 787 629</box>
subscription-row <box>549 688 788 699</box>
article-lead: Kirkheaton. <box>549 1170 610 1183</box>
article-lead: Increase of Crime in the County of Sussex. <box>549 169 761 182</box>
article-text: On Monday last, George Bell was charged with stealing a silver spoon, which he offered for sale at Mr. Shipman's; not being able to give a satisfactory account of himself, he was given into custody. <box>1326 326 1566 388</box>
article-lead: Poor Law Guardians. <box>808 234 914 247</box>
subscription-amount: 1 0 0 <box>766 647 787 658</box>
subscription-total-label <box>549 802 746 814</box>
article-text: Mr. James Brook, late one of the Poor Law Guardians for Huddersfield, brought up by summons, one of the workhouse paupers, for the destruction of a number of candles, which had been supplied for his use. <box>808 234 1048 295</box>
article-paragraph: Most appalling Murder. — Portsmouth, Tuesday evening, April 2.—The whole of this neighbourhood has been thrown into the greatest state of alarm, by the most atrocious and cold-blooded murder which has taken place, since that of the families of Marr and Williams, in Ratcliffe-highway. These are the circumstances which have transpired:—At two o'clock a.m., last Saturday, the 31st instant, William Jones, shoemaker, of Gosport, returned home with his foreman and two apprentices, from some revelry of which they were members. W. Jones being very much intoxicated, his wife imprudently persisted in following him into the house; the foreman and apprentices followed him into the shop; the foreman seized a chopper, and struck him on the back of the head. <box>290 71 530 262</box>
subscription-donor: Mr. Selby <box>1328 981 1369 993</box>
subscription-amount: 0 1 0 <box>1544 1027 1564 1038</box>
section-heading: HULL. <box>1421 76 1473 93</box>
section-heading: THE LEEDS MEETING. <box>59 441 241 458</box>
article-lead: Meeting of Speakers. <box>1067 583 1172 596</box>
subscription-amount: 0 15 0 <box>761 687 787 698</box>
article-text: On Good Friday, there was a very extensive gathering of the advocates, members, and friends of the two Teetotal Societies, and the various Rechabite tents, in the Freemasons' Hall, Mytongate, about 400 votaries of temperance took tea together, after which a public meeting was holden. <box>1326 186 1566 259</box>
article-text: On Monday last a social tea party was held in Hunslet Lane Social Institution, on which occasion the Sunday School teachers were regaled, and the teachers and their friends spent a comfortable and agreeable evening. <box>290 796 530 857</box>
subscription-row <box>549 779 788 791</box>
article-text: A foot race for £5 a side took place on Good Friday, betwixt Tom Watson, of Bradford, and a young man of the name of Butler, from Leeds. The ground run over was one mile, on the Leeds New Road. <box>1067 466 1307 527</box>
article-text: In Spain the people are yet crucified between the two murderous thieves by whom they have been cursed so long, and whose ferocity bids fair entirely to depopulate the country. <box>30 186 271 234</box>
subscription-row <box>1327 981 1566 993</box>
article-paragraph: Odd Fellows' Ball. — On Wednesday, the 27th ult., at the Public Rooms, the Independent Odd Fellows, Manchester Unity, held a ball and tea party, on a magnificent scale, for the benefit of the widows' and orphans' fund. 700 ladies and gentlemen took tea, after which dancing was kept up till four in the morning. <box>1326 98 1566 182</box>
newspaper-title: THE NORTHERN STAR. <box>568 15 1028 55</box>
section-divider <box>1379 731 1513 732</box>
subscription-donor: April 1. Mr. Gibson <box>1328 1027 1409 1038</box>
article-text: The proceeds of the exertions which have been made in Halifax and its immediate neighbourhood, have been received in the following sums:— <box>549 531 789 579</box>
article-lead: Oddfellowship. <box>1326 587 1404 600</box>
article-paragraph <box>30 464 270 524</box>
article-text: A foot race for £5 a side took place on Good Friday, betwixt Tom Watson, of Bradford, and a young man of the name of Butler, from Leeds. The ground run over was one mile, on the Leeds New Road. The race was won by Butler. <box>808 491 1048 552</box>
subscription-donor: From Sowerby Bridge Radical Association <box>551 755 724 767</box>
article-text: On Friday week, the Odd Fellows' Hall was crowded to excess with working men of all classes; Mr. Pitkethly and Mr. Bussey addressed the meeting on the necessity of universal suffrage, and the Charter was adopted unanimously amid loud cheering. <box>290 719 530 792</box>
subscription-amount: 0 1 0 <box>1544 935 1564 947</box>
article-text: The Troutville Gate Radical Association, held a tea party on Monday last, at which upwards of two hundred sat down. It was got up in a very splendid style, which did honour to the host and hostess of the house. <box>808 620 1048 680</box>
section-divider <box>83 530 217 531</box>
article-paragraph: Working Men's Association. — At the weekly meeting of the Working Men's Association in their room, Salthouse-lane, on Tuesday evening last, Mr. Shirlaw in the chair, the secretary having read the minutes of the last meeting, a letter was read from Mr. Thomas Ireland acknowledging the receipt of £5 to Stephens's Defence Fund. <box>1326 467 1566 552</box>
subscription-row <box>1327 1015 1566 1027</box>
